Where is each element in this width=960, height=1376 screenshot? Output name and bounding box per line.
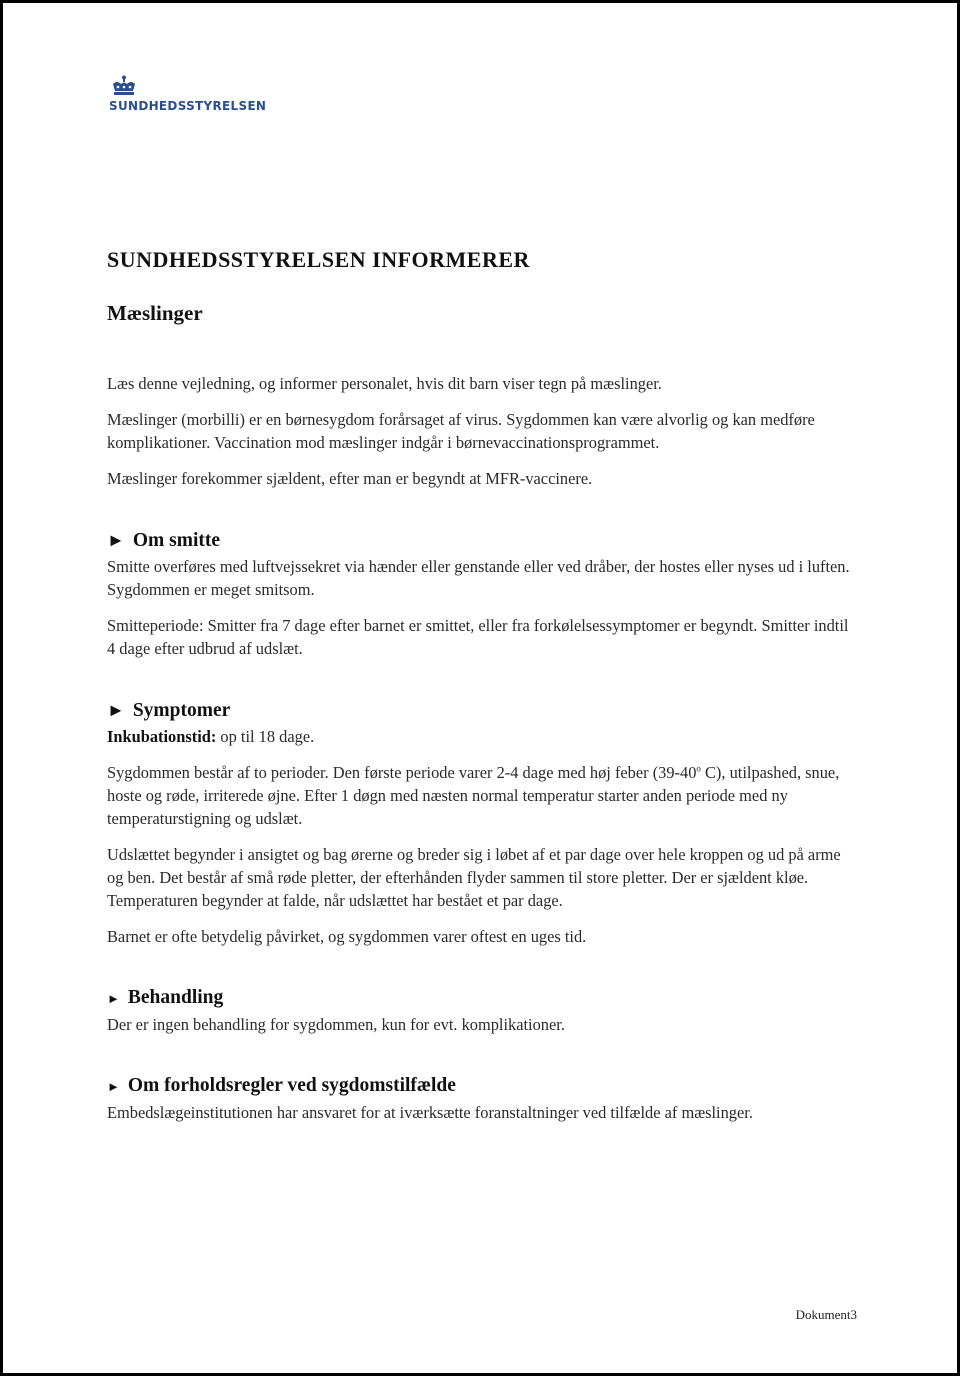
document-footer: Dokument3 bbox=[795, 1307, 857, 1322]
intro-paragraph: Læs denne vejledning, og informer personalet, hvis dit barn viser tegn på mæslinger. bbox=[107, 374, 662, 393]
triangle-right-icon: ► bbox=[107, 700, 125, 720]
document-body bbox=[107, 247, 859, 1124]
incubation-value: op til 18 dage. bbox=[216, 727, 315, 746]
section-heading bbox=[107, 528, 859, 553]
symptom-text-b: C), utilpashed, snue, hoste og røde, irriterede øjne. Efter 1 døgn med næsten normal temperatur starter anden periode med ny temperaturstigning og udslæt. bbox=[107, 763, 840, 828]
symptom-text-a: Sygdommen består af to perioder. Den første periode varer 2-4 dage med høj feber (39-40 bbox=[107, 763, 697, 782]
intro-paragraph: Mæslinger forekommer sjældent, efter man er begyndt at MFR-vaccinere. bbox=[107, 469, 593, 488]
degree-mark: o bbox=[696, 763, 701, 774]
section-heading-text: Symptomer bbox=[132, 700, 231, 721]
section-paragraph: Embedslægeinstitutionen har ansvaret for at iværksætte foranstaltninger ved tilfælde af mæslinger. bbox=[107, 1103, 753, 1122]
section-heading bbox=[107, 1074, 859, 1099]
section-smitte bbox=[107, 528, 859, 660]
triangle-right-icon: ► bbox=[107, 530, 125, 550]
crown-icon bbox=[111, 75, 137, 97]
section-paragraph: Udslættet begynder i ansigtet og bag ørerne og breder sig i løbet af et par dage over hele kroppen og ud på arme og ben. Det består af små røde pletter, der efterhånden flyder sammen til store pletter. Der er sjældent kløe. Temperaturen begynder at falde, når udslættet har bestået et par dage. bbox=[107, 845, 841, 910]
section-heading bbox=[107, 986, 859, 1011]
section-heading-text: Behandling bbox=[127, 987, 224, 1008]
logo bbox=[109, 75, 266, 113]
section-paragraph: Der er ingen behandling for sygdommen, kun for evt. komplikationer. bbox=[107, 1015, 565, 1034]
logo-text: SUNDHEDSSTYRELSEN bbox=[109, 99, 267, 113]
section-heading-text: Om forholdsregler ved sygdomstilfælde bbox=[127, 1075, 456, 1096]
section-heading-text: Om smitte bbox=[132, 530, 221, 551]
intro-section bbox=[107, 372, 859, 490]
page-title: SUNDHEDSSTYRELSEN INFORMERER bbox=[107, 247, 530, 272]
section-forholdsregler bbox=[107, 1074, 859, 1124]
section-paragraph: Barnet er ofte betydelig påvirket, og sygdommen varer oftest en uges tid. bbox=[107, 927, 587, 946]
section-paragraph: Smitte overføres med luftvejssekret via hænder eller genstande eller ved dråber, der hostes eller nyses ud i luften. Sygdommen er meget smitsom. bbox=[107, 557, 850, 599]
section-paragraph: Smitteperiode: Smitter fra 7 dage efter barnet er smittet, eller fra forkølelsessymptomer er begyndt. Smitter indtil 4 dage efter udbrud af udslæt. bbox=[107, 616, 849, 658]
section-heading bbox=[107, 698, 859, 723]
section-behandling bbox=[107, 986, 859, 1036]
document-subtitle: Mæslinger bbox=[107, 301, 203, 325]
intro-paragraph: Mæslinger (morbilli) er en børnesygdom forårsaget af virus. Sygdommen kan være alvorlig og kan medføre komplikationer. Vaccination mod mæslinger indgår i børnevaccinationsprogrammet. bbox=[107, 410, 815, 452]
incubation-label: Inkubationstid: bbox=[107, 727, 217, 746]
section-paragraph bbox=[107, 761, 859, 830]
triangle-right-icon: ► bbox=[107, 1079, 120, 1094]
triangle-right-icon: ► bbox=[107, 991, 120, 1006]
section-symptomer bbox=[107, 698, 859, 948]
incubation-line bbox=[107, 725, 859, 748]
